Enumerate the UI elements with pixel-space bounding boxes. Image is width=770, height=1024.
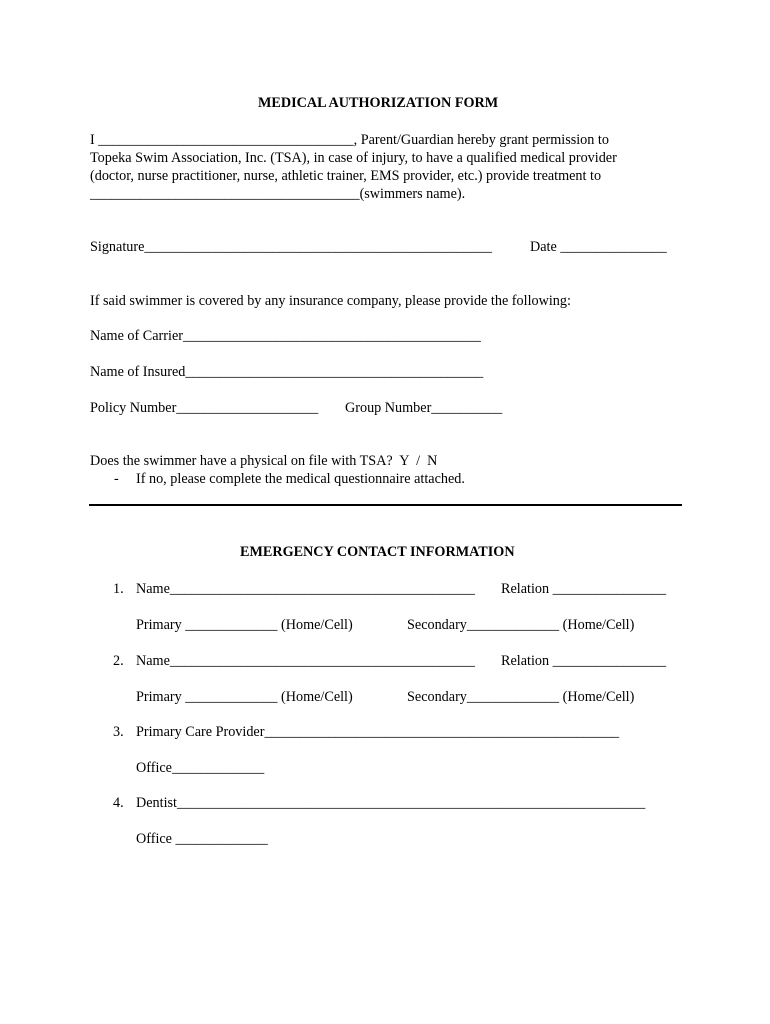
contact-1-secondary-field: Secondary_____________ (Home/Cell): [407, 617, 635, 633]
contact-1-primary-field: Primary _____________ (Home/Cell): [136, 617, 353, 633]
contact-2-secondary-field: Secondary_____________ (Home/Cell): [407, 689, 635, 705]
policy-number-field: Policy Number____________________: [90, 400, 319, 416]
group-number-field: Group Number__________: [345, 400, 503, 416]
dentist-field: Dentist__________________________________________________________________: [136, 795, 646, 811]
contact-3-number: 3.: [113, 724, 124, 740]
form-title: MEDICAL AUTHORIZATION FORM: [258, 95, 499, 111]
section-divider: [89, 504, 682, 506]
physical-note: If no, please complete the medical questionnaire attached.: [136, 471, 465, 487]
insured-field: Name of Insured__________________________________________: [90, 364, 484, 380]
authorization-line-3: (doctor, nurse practitioner, nurse, athletic trainer, EMS provider, etc.) provide treatment to: [90, 168, 602, 184]
contact-1-name-field: Name___________________________________________: [136, 581, 475, 597]
physical-question: Does the swimmer have a physical on file with TSA? Y / N: [90, 453, 438, 469]
authorization-line-4: ______________________________________(swimmers name).: [90, 186, 466, 202]
contact-1-relation-field: Relation ________________: [501, 581, 667, 597]
contact-4-number: 4.: [113, 795, 124, 811]
authorization-line-2: Topeka Swim Association, Inc. (TSA), in case of injury, to have a qualified medical provider: [90, 150, 617, 166]
authorization-line-1: I ____________________________________, Parent/Guardian hereby grant permission to: [90, 132, 609, 148]
emergency-title: EMERGENCY CONTACT INFORMATION: [240, 544, 515, 560]
contact-2-name-field: Name___________________________________________: [136, 653, 475, 669]
physical-dash: -: [114, 471, 119, 487]
insurance-intro: If said swimmer is covered by any insurance company, please provide the following:: [90, 293, 571, 309]
dentist-office-field: Office _____________: [136, 831, 268, 847]
carrier-field: Name of Carrier__________________________________________: [90, 328, 481, 344]
date-field: Date _______________: [530, 239, 667, 255]
provider-office-field: Office_____________: [136, 760, 265, 776]
contact-1-number: 1.: [113, 581, 124, 597]
primary-care-provider-field: Primary Care Provider__________________________________________________: [136, 724, 620, 740]
contact-2-primary-field: Primary _____________ (Home/Cell): [136, 689, 353, 705]
signature-field: Signature_________________________________________________: [90, 239, 492, 255]
contact-2-relation-field: Relation ________________: [501, 653, 667, 669]
contact-2-number: 2.: [113, 653, 124, 669]
